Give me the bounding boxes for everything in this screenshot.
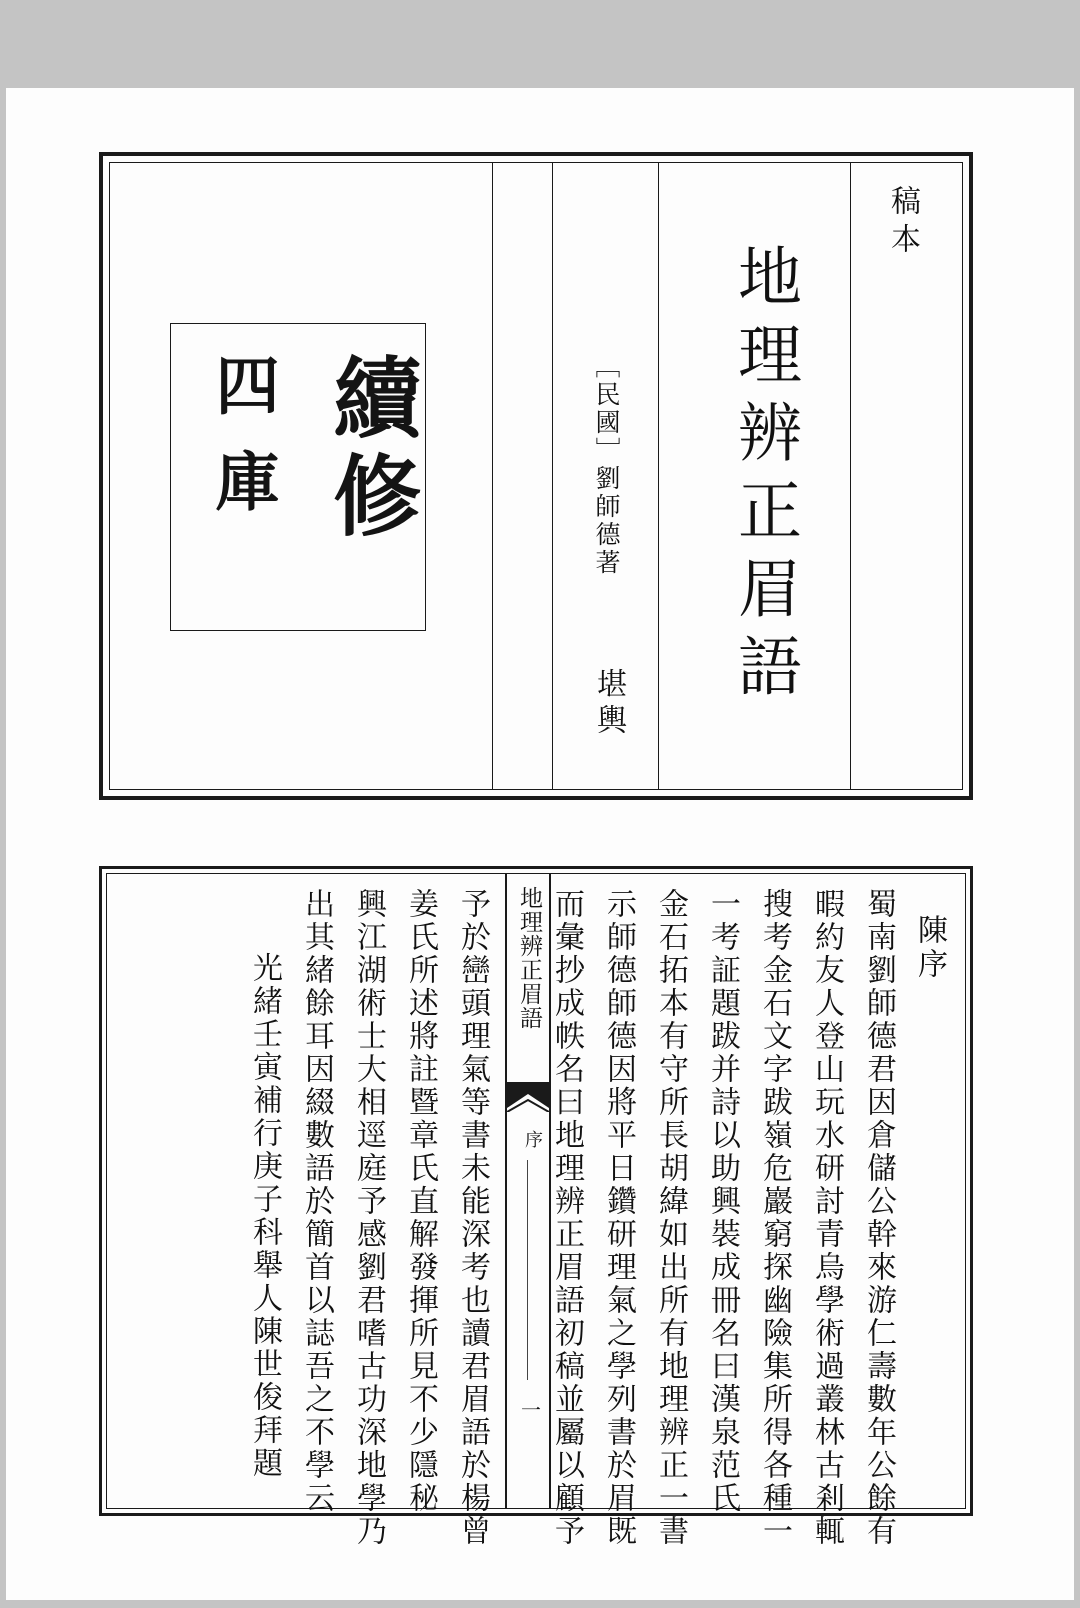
preface-column: 興江湖術士大相逕庭予感劉君嗜古功深地學乃	[351, 888, 386, 1548]
author-line	[588, 353, 624, 577]
cover-inner-frame	[109, 162, 963, 790]
seal-char: 四庫	[204, 352, 280, 544]
spine-section-label: 序	[522, 1130, 543, 1148]
spine-rule	[527, 1160, 528, 1380]
collection-seal	[170, 323, 426, 631]
preface-column: 示師德師德因將平日鑽研理氣之學列書於眉既	[601, 888, 636, 1548]
category-label: 堪輿	[591, 668, 626, 740]
spine-title: 地理辨正眉語	[516, 886, 542, 1030]
preface-heading: 陳序	[912, 914, 947, 982]
seal-text-right: 續修	[319, 352, 424, 548]
preface-column: 一考証題跋并詩以助興裝成冊名曰漢泉范氏	[705, 888, 740, 1515]
seal-text-left	[197, 352, 287, 544]
preface-column: 暇約友人登山玩水研討青烏學術過叢林古剎輒	[809, 888, 844, 1548]
preface-inner-frame	[106, 873, 966, 1548]
preface-column: 金石拓本有守所長胡緯如出所有地理辨正一書	[653, 888, 688, 1548]
preface-column: 蜀南劉師德君因倉儲公幹來游仁壽數年公餘有	[861, 888, 896, 1548]
cover-divider	[492, 163, 493, 789]
spine-page-number: 一	[521, 1398, 541, 1422]
cover-divider	[850, 163, 851, 789]
preface-column: 姜氏所述將註暨章氏直解發揮所見不少隱秘	[403, 888, 438, 1515]
preface-column: 而彙抄成帙名曰地理辨正眉語初稿並屬以顧予	[549, 888, 584, 1548]
draft-label: 稿本	[885, 185, 920, 261]
book-title: 地理辨正眉語	[727, 243, 801, 711]
author-name: 劉師德著	[592, 465, 621, 577]
cover-divider	[658, 163, 659, 789]
author-dynasty: ［民國］	[592, 353, 621, 465]
preface-column: 予於巒頭理氣等書未能深考也讀君眉語於楊曾	[455, 888, 490, 1548]
cover-divider	[552, 163, 553, 789]
preface-column: 光緒壬寅補行庚子科舉人陳世俊拜題	[247, 952, 282, 1480]
preface-page	[99, 866, 973, 1548]
preface-column: 搜考金石文字跋嶺危巖窮探幽險集所得各種一	[757, 888, 792, 1548]
preface-column: 出其緒餘耳因綴數語於簡首以誌吾之不學云	[299, 888, 334, 1515]
cover-page	[99, 152, 973, 800]
